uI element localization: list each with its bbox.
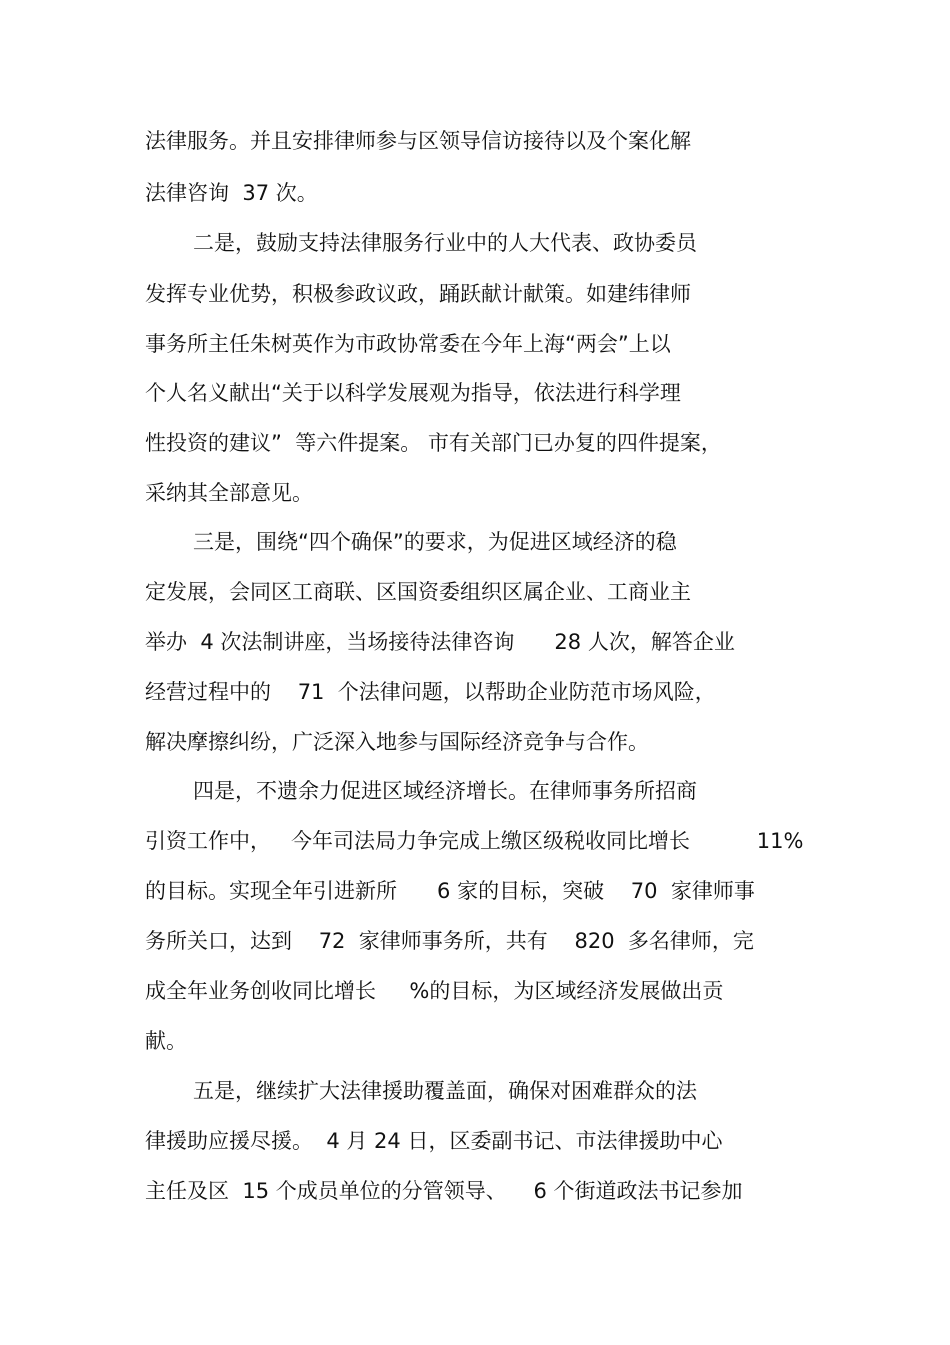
text-line: 法律服务。并且安排律师参与区领导信访接待以及个案化解	[145, 129, 691, 153]
text-line: 法律咨询 37 次。	[145, 181, 318, 205]
text-line: 经营过程中的 71 个法律问题，以帮助企业防范市场风险，	[145, 680, 716, 704]
text-line: 事务所主任朱树英作为市政协常委在今年上海“两会”上以	[145, 332, 671, 356]
text-line: 的目标。实现全年引进新所 6 家的目标，突破 70 家律师事	[145, 879, 755, 903]
text-line: 举办 4 次法制讲座，当场接待法律咨询 28 人次，解答企业	[145, 630, 735, 654]
text-line: 引资工作中， 今年司法局力争完成上缴区级税收同比增长 11%	[145, 829, 804, 853]
text-line: 个人名义献出“关于以科学发展观为指导，依法进行科学理	[145, 381, 681, 405]
paragraph-start-line: 四是，不遗余力促进区域经济增长。在律师事务所招商	[193, 779, 697, 803]
paragraph-start-line: 三是，围绕“四个确保”的要求，为促进区域经济的稳	[193, 530, 677, 554]
text-line: 定发展，会同区工商联、区国资委组织区属企业、工商业主	[145, 580, 691, 604]
paragraph-start-line: 五是，继续扩大法律援助覆盖面，确保对困难群众的法	[193, 1079, 697, 1103]
text-line: 成全年业务创收同比增长 %的目标，为区域经济发展做出贡	[145, 979, 724, 1003]
text-line: 发挥专业优势，积极参政议政，踊跃献计献策。如建纬律师	[145, 282, 691, 306]
paragraph-start-line: 二是，鼓励支持法律服务行业中的人大代表、政协委员	[193, 231, 697, 255]
text-line: 务所关口，达到 72 家律师事务所，共有 820 多名律师，完	[145, 929, 754, 953]
text-line: 主任及区 15 个成员单位的分管领导、 6 个街道政法书记参加	[145, 1179, 743, 1203]
text-line: 解决摩擦纠纷，广泛深入地参与国际经济竞争与合作。	[145, 730, 649, 754]
text-line: 律援助应援尽援。 4 月 24 日，区委副书记、市法律援助中心	[145, 1129, 723, 1153]
text-line: 采纳其全部意见。	[145, 481, 313, 505]
text-line: 性投资的建议” 等六件提案。 市有关部门已办复的四件提案，	[145, 431, 722, 455]
text-line: 献。	[145, 1029, 187, 1053]
